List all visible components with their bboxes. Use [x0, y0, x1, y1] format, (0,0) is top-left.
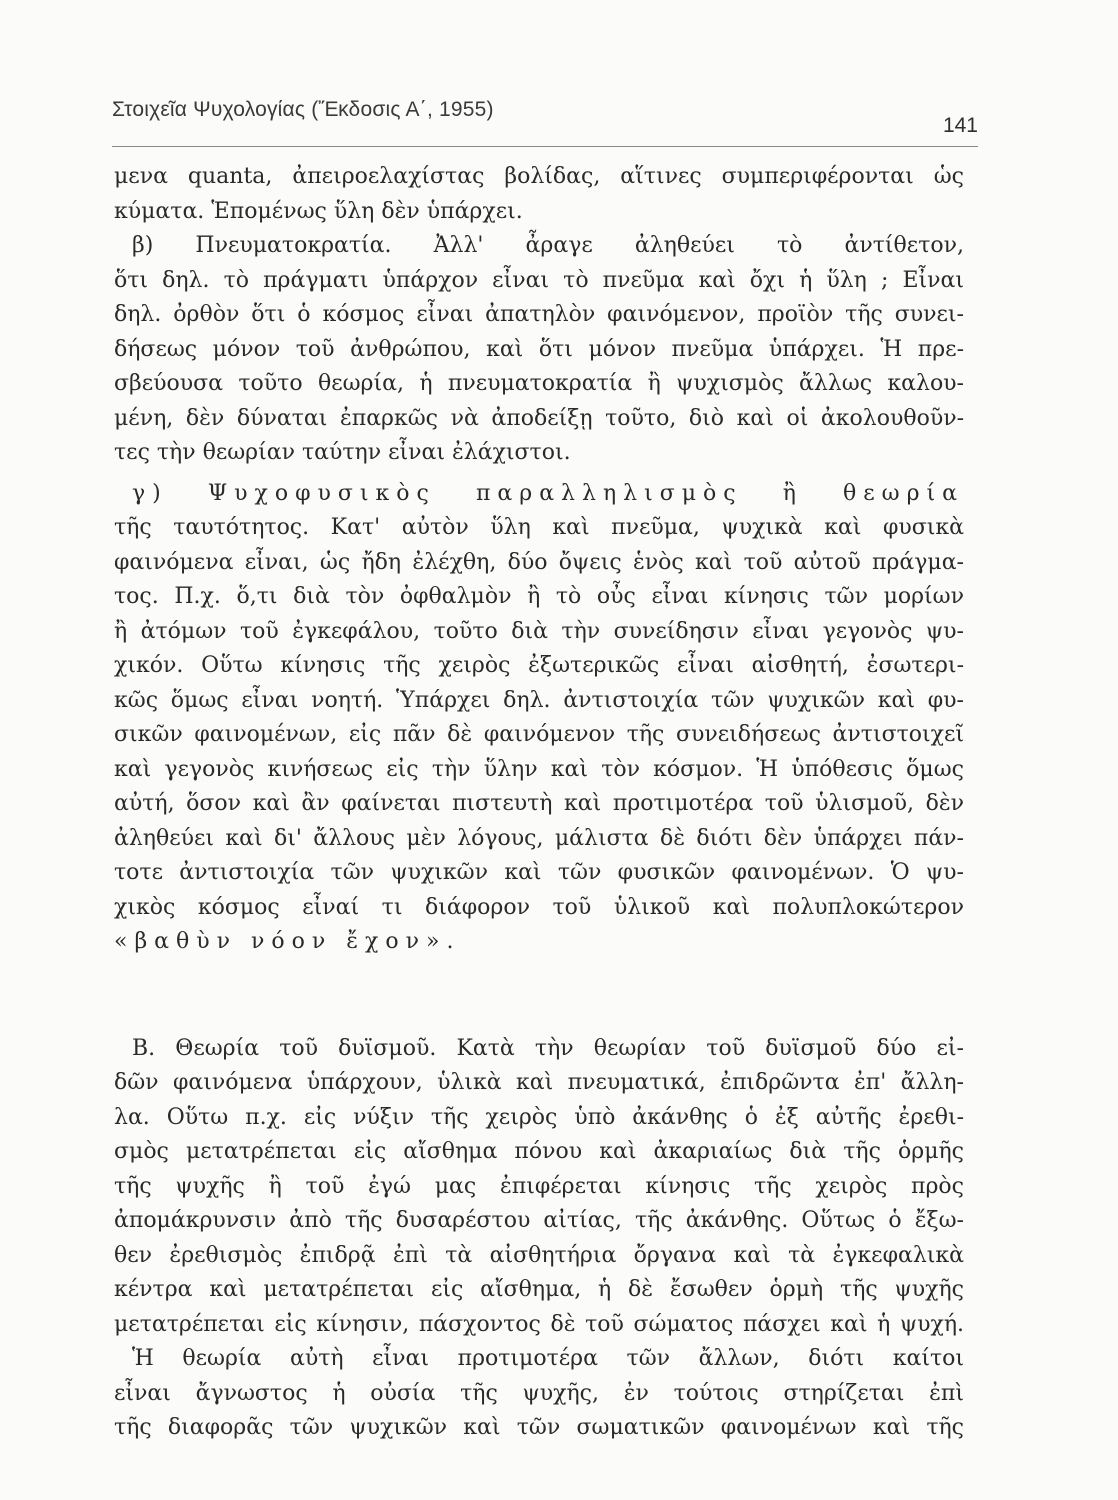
- text-line: κῶς ὅμως εἶναι νοητή. Ὑπάρχει δηλ. ἀντιστοιχία τῶν ψυχικῶν καὶ φυ-: [114, 687, 964, 713]
- text-line: χικὸς κόσμος εἶναί τι διάφορον τοῦ ὑλικοῦ καὶ πολυπλοκώτερον: [114, 894, 964, 920]
- page-number: 141: [942, 114, 978, 137]
- text-line: ἢ ἀτόμων τοῦ ἐγκεφάλου, τοῦτο διὰ τὴν συνείδησιν εἶναι γεγονὸς ψυ-: [114, 618, 964, 644]
- text-line: μενα quanta, ἀπειροελαχίστας βολίδας, αἵτινες συμπεριφέρονται ὡς: [114, 164, 964, 189]
- text-line: Ἡ θεωρία αὐτὴ εἶναι προτιμοτέρα τῶν ἄλλων, διότι καίτοι: [132, 1346, 964, 1371]
- text-line: τῆς ψυχῆς ἢ τοῦ ἐγώ μας ἐπιφέρεται κίνησις τῆς χειρὸς πρὸς: [114, 1173, 964, 1199]
- text-line: δῶν φαινόμενα ὑπάρχουν, ὑλικὰ καὶ πνευματικά, ἐπιδρῶντα ἐπ' ἄλλη-: [114, 1070, 964, 1095]
- text-line: τῆς ταυτότητος. Κατ' αὐτὸν ὕλη καὶ πνεῦμα, ψυχικὰ καὶ φυσικὰ: [114, 515, 964, 540]
- section-heading-parallelism: γ) Ψυχοφυσικὸς παραλληλισμὸς ἢ θεωρία: [132, 480, 964, 506]
- text-line: χικόν. Οὕτω κίνησις τῆς χειρὸς ἐξωτερικῶς εἶναι αἰσθητή, ἐσωτερι-: [114, 653, 964, 678]
- text-line: ὅτι δηλ. τὸ πράγματι ὑπάρχον εἶναι τὸ πνεῦμα καὶ ὄχι ἡ ὕλη ; Εἶναι: [114, 267, 964, 293]
- text-line: μετατρέπεται εἰς κίνησιν, πάσχοντος δὲ τοῦ σώματος πάσχει καὶ ἡ ψυχή.: [114, 1311, 964, 1337]
- text-line: αὐτή, ὅσον καὶ ἂν φαίνεται πιστευτὴ καὶ προτιμοτέρα τοῦ ὑλισμοῦ, δὲν: [114, 791, 964, 816]
- text-line: τες τὴν θεωρίαν ταύτην εἶναι ἐλάχιστοι.: [114, 440, 571, 465]
- text-line: λα. Οὕτω π.χ. εἰς νύξιν τῆς χειρὸς ὑπὸ ἀκάνθης ὁ ἐξ αὐτῆς ἐρεθι-: [114, 1104, 964, 1130]
- body-text: [114, 160, 964, 1446]
- text-line-quote: «βαθὺν νόον ἔχον».: [114, 929, 461, 954]
- running-header: [112, 94, 978, 147]
- text-line: εἶναι ἄγνωστος ἡ οὐσία τῆς ψυχῆς, ἐν τούτοις στηρίζεται ἐπὶ: [114, 1380, 964, 1406]
- text-line: δήσεως μόνον τοῦ ἀνθρώπου, καὶ ὅτι μόνον πνεῦμα ὑπάρχει. Ἡ πρε-: [114, 336, 964, 362]
- text-line: τος. Π.χ. ὅ,τι διὰ τὸν ὀφθαλμὸν ἢ τὸ οὖς εἶναι κίνησις τῶν μορίων: [114, 584, 964, 609]
- text-line: σμὸς μετατρέπεται εἰς αἴσθημα πόνου καὶ ἀκαριαίως διὰ τῆς ὁρμῆς: [114, 1139, 964, 1164]
- text-line: δηλ. ὀρθὸν ὅτι ὁ κόσμος εἶναι ἀπατηλὸν φαινόμενον, προϊὸν τῆς συνει-: [114, 302, 964, 327]
- text-line: καὶ γεγονὸς κινήσεως εἰς τὴν ὕλην καὶ τὸν κόσμον. Ἡ ὑπόθεσις ὅμως: [114, 756, 964, 782]
- text-line: τῆς διαφορᾶς τῶν ψυχικῶν καὶ τῶν σωματικῶν φαινομένων καὶ τῆς: [114, 1415, 964, 1440]
- text-line: κέντρα καὶ μετατρέπεται εἰς αἴσθημα, ἡ δὲ ἔσωθεν ὁρμὴ τῆς ψυχῆς: [114, 1277, 964, 1302]
- section-gap: [114, 960, 964, 1032]
- text-line: φαινόμενα εἶναι, ὡς ἤδη ἐλέχθη, δύο ὄψεις ἑνὸς καὶ τοῦ αὐτοῦ πράγμα-: [114, 549, 964, 575]
- text-line: ἀληθεύει καὶ δι' ἄλλους μὲν λόγους, μάλιστα δὲ διότι δὲν ὑπάρχει πάν-: [114, 825, 964, 851]
- running-title: Στοιχεῖα Ψυχολογίας (Ἔκδοσις Α΄, 1955): [112, 98, 494, 121]
- text-line: τοτε ἀντιστοιχία τῶν ψυχικῶν καὶ τῶν φυσικῶν φαινομένων. Ὁ ψυ-: [114, 860, 964, 885]
- text-line: μένη, δὲν δύναται ἐπαρκῶς νὰ ἀποδείξῃ τοῦτο, διὸ καὶ οἱ ἀκολουθοῦν-: [114, 405, 964, 431]
- text-line: σικῶν φαινομένων, εἰς πᾶν δὲ φαινόμενον τῆς συνειδήσεως ἀντιστοιχεῖ: [114, 722, 964, 747]
- section-heading-dualism: Β. Θεωρία τοῦ δυϊσμοῦ. Κατὰ τὴν θεωρίαν τοῦ δυϊσμοῦ δύο εἰ-: [132, 1035, 964, 1061]
- text-line: ἀπομάκρυνσιν ἀπὸ τῆς δυσαρέστου αἰτίας, τῆς ἀκάνθης. Οὕτως ὁ ἔξω-: [114, 1208, 964, 1233]
- section-heading-pneumatokratia: β) Πνευματοκρατία. Ἀλλ' ἆραγε ἀληθεύει τὸ ἀντίθετον,: [132, 233, 964, 258]
- text-line: κύματα. Ἑπομένως ὕλη δὲν ὑπάρχει.: [114, 198, 523, 224]
- text-line: σβεύουσα τοῦτο θεωρία, ἡ πνευματοκρατία ἢ ψυχισμὸς ἄλλως καλου-: [114, 371, 964, 396]
- text-line: θεν ἐρεθισμὸς ἐπιδρᾷ ἐπὶ τὰ αἰσθητήρια ὄργανα καὶ τὰ ἐγκεφαλικὰ: [114, 1242, 964, 1268]
